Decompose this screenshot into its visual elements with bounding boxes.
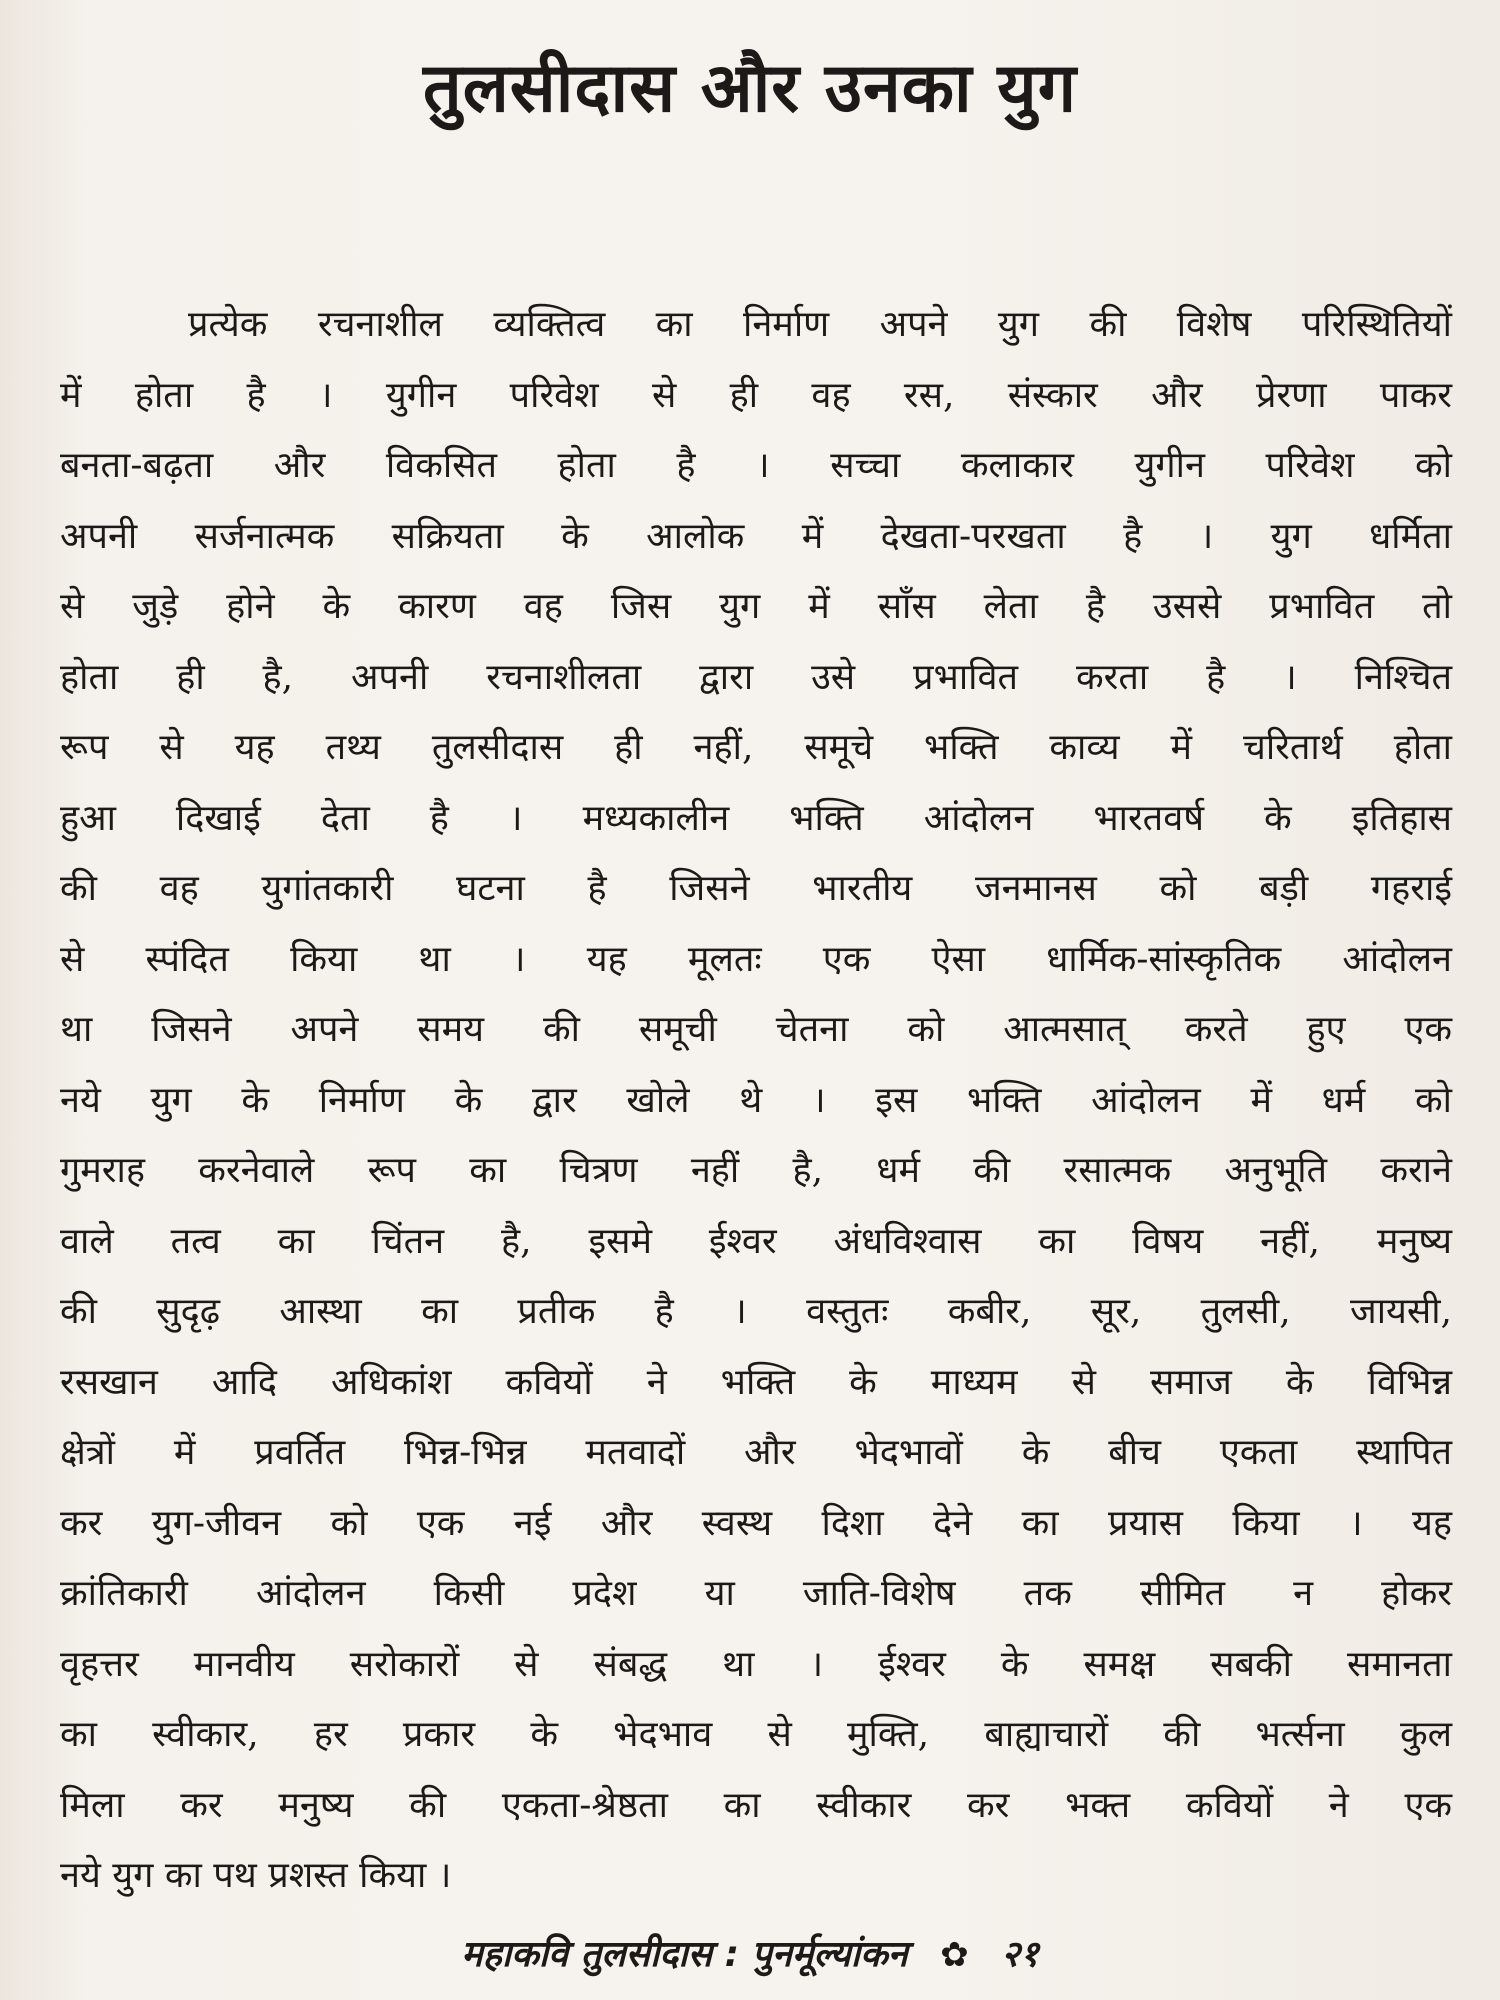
paragraph-line: रूप से यह तथ्य तुलसीदास ही नहीं, समूचे भक्ति काव्य में चरितार्थ होता	[60, 727, 1452, 768]
body-paragraph	[60, 290, 1452, 1912]
paragraph-line: बनता-बढ़ता और विकसित होता है । सच्चा कलाकार युगीन परिवेश को	[60, 445, 1452, 486]
paragraph-line: रसखान आदि अधिकांश कवियों ने भक्ति के माध्यम से समाज के विभिन्न	[60, 1361, 1452, 1403]
paragraph-line: नये युग का पथ प्रशस्त किया ।	[60, 1855, 452, 1896]
paragraph-line: अपनी सर्जनात्मक सक्रियता के आलोक में देखता-परखता है । युग धर्मिता	[60, 515, 1452, 557]
paragraph-line: की वह युगांतकारी घटना है जिसने भारतीय जनमानस को बड़ी गहराई	[60, 868, 1452, 909]
paragraph-line: गुमराह करनेवाले रूप का चित्रण नहीं है, धर्म की रसात्मक अनुभूति कराने	[60, 1150, 1452, 1191]
paragraph-line: की सुदृढ़ आस्था का प्रतीक है । वस्तुतः कबीर, सूर, तुलसी, जायसी,	[60, 1291, 1452, 1332]
paragraph-line: प्रत्येक रचनाशील व्यक्तित्व का निर्माण अपने युग की विशेष परिस्थितियों	[188, 304, 1452, 345]
paragraph-line: में होता है । युगीन परिवेश से ही वह रस, संस्कार और प्रेरणा पाकर	[60, 374, 1452, 416]
paragraph-line: वृहत्तर मानवीय सरोकारों से संबद्ध था । ईश्वर के समक्ष सबकी समानता	[60, 1643, 1452, 1685]
paragraph-line: कर युग-जीवन को एक नई और स्वस्थ दिशा देने का प्रयास किया । यह	[60, 1502, 1452, 1544]
paragraph-line: क्षेत्रों में प्रवर्तित भिन्न-भिन्न मतवादों और भेदभावों के बीच एकता स्थापित	[60, 1432, 1452, 1473]
chapter-title: तुलसीदास और उनका युग	[422, 49, 1078, 128]
page-number: २१	[1001, 1934, 1039, 1975]
paragraph-line: नये युग के निर्माण के द्वार खोले थे । इस भक्ति आंदोलन में धर्म को	[60, 1079, 1452, 1121]
page-footer	[0, 1928, 1500, 1977]
footer-book-title: महाकवि तुलसीदास : पुनर्मूल्यांकन	[461, 1934, 908, 1975]
paragraph-line: हुआ दिखाई देता है । मध्यकालीन भक्ति आंदोलन भारतवर्ष के इतिहास	[60, 797, 1452, 839]
paragraph-line: मिला कर मनुष्य की एकता-श्रेष्ठता का स्वीकार कर भक्त कवियों ने एक	[60, 1784, 1452, 1826]
flower-ornament-icon: ✿	[940, 1935, 969, 1975]
paragraph-line: से जुड़े होने के कारण वह जिस युग में साँस लेता है उससे प्रभावित तो	[60, 586, 1452, 627]
paragraph-line: से स्पंदित किया था । यह मूलतः एक ऐसा धार्मिक-सांस्कृतिक आंदोलन	[60, 938, 1452, 980]
paragraph-line: क्रांतिकारी आंदोलन किसी प्रदेश या जाति-विशेष तक सीमित न होकर	[60, 1573, 1452, 1614]
paragraph-line: वाले तत्व का चिंतन है, इसमे ईश्वर अंधविश्वास का विषय नहीं, मनुष्य	[60, 1220, 1452, 1262]
paragraph-line: होता ही है, अपनी रचनाशीलता द्वारा उसे प्रभावित करता है । निश्चित	[60, 656, 1452, 698]
paragraph-line: था जिसने अपने समय की समूची चेतना को आत्मसात् करते हुए एक	[60, 1009, 1452, 1050]
paragraph-line: का स्वीकार, हर प्रकार के भेदभाव से मुक्ति, बाह्याचारों की भर्त्सना कुल	[60, 1714, 1452, 1755]
